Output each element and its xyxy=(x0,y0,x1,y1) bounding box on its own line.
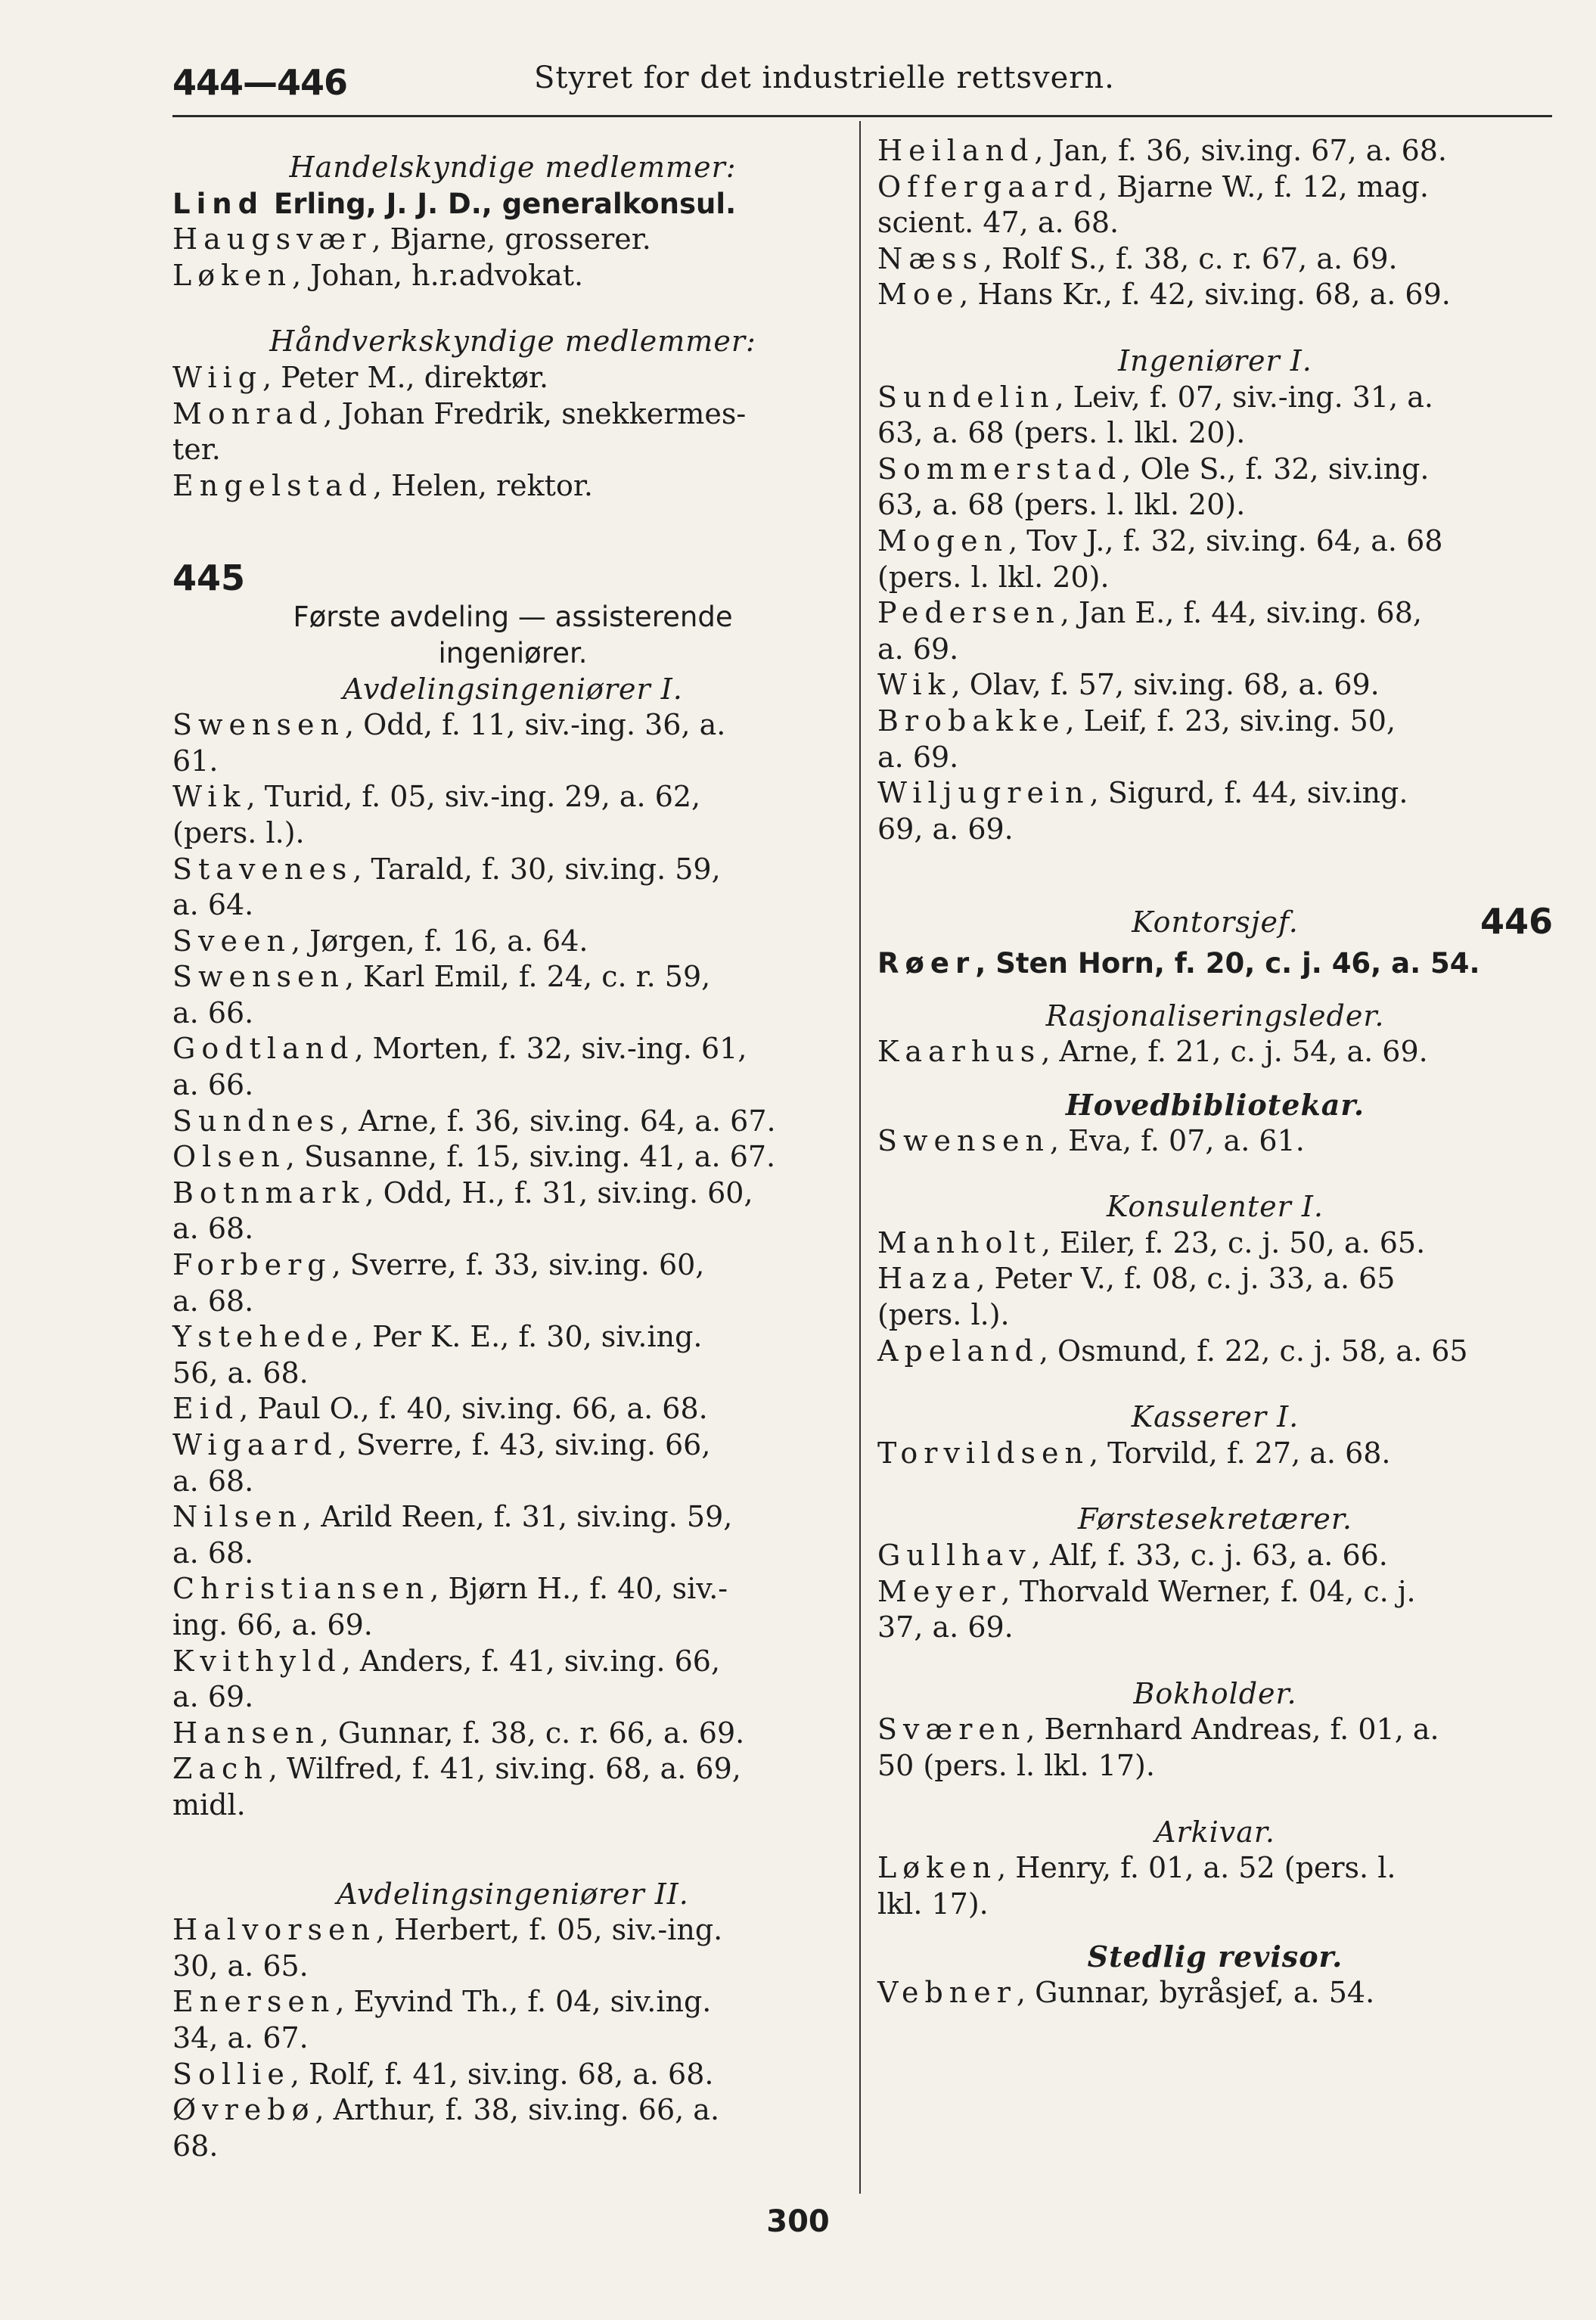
entry-surname: Enersen xyxy=(172,1985,336,2019)
entry-line xyxy=(877,1123,1553,1160)
entry-line xyxy=(172,222,853,258)
entry-surname: Wiig xyxy=(172,360,263,394)
left-column xyxy=(172,133,853,2164)
entry-surname: Wigaard xyxy=(172,1428,338,1461)
entry-line xyxy=(172,959,853,995)
entry-details: , Osmund, f. 22, c. j. 58, a. 65 xyxy=(1039,1334,1468,1368)
entry-surname: Haugsvær xyxy=(172,222,372,256)
entry-list xyxy=(877,1712,1553,1784)
entry-details: 61. xyxy=(172,744,219,778)
entry-list xyxy=(877,1436,1553,1472)
entry-details: 30, a. 65. xyxy=(172,1949,309,1983)
entry-list xyxy=(877,946,1553,982)
entry-details: , Peter M., direktør. xyxy=(262,360,549,394)
entry-line xyxy=(172,1607,853,1644)
entry-list xyxy=(877,1538,1553,1646)
entry-surname: Haza xyxy=(877,1262,977,1296)
entry-surname: Sundnes xyxy=(172,1104,340,1138)
entry-line xyxy=(172,1464,853,1500)
entry-line xyxy=(877,1610,1553,1646)
section-heading: Håndverkskyndige medlemmer: xyxy=(269,325,756,359)
entry-surname: Swensen xyxy=(877,1123,1050,1157)
entry-surname: Kvithyld xyxy=(172,1644,342,1678)
entry-surname: Monrad xyxy=(172,396,324,430)
entry-line xyxy=(877,169,1553,206)
entry-details: , Olav, f. 57, siv.ing. 68, a. 69. xyxy=(951,668,1380,702)
entry-line xyxy=(877,595,1553,632)
entry-details: , Wilfred, f. 41, siv.ing. 68, a. 69, xyxy=(268,1752,741,1786)
section-heading: Rasjonaliseringsleder. xyxy=(1045,999,1385,1033)
running-title: Styret for det industrielle rettsvern. xyxy=(534,61,1115,95)
entry-details: scient. 47, a. 68. xyxy=(877,206,1119,240)
entry-line xyxy=(172,1176,853,1212)
entry-surname: Eid xyxy=(172,1392,240,1426)
entry-details: , Sigurd, f. 44, siv.ing. xyxy=(1089,776,1408,810)
entry-list xyxy=(877,1034,1553,1070)
entry-details: , Torvild, f. 27, a. 68. xyxy=(1089,1436,1391,1470)
entry-details: , Eyvind Th., f. 04, siv.ing. xyxy=(335,1985,712,2019)
entry-line xyxy=(877,775,1553,812)
entry-line xyxy=(172,1139,853,1176)
entry-line xyxy=(877,1712,1553,1748)
entry-surname: Godtland xyxy=(172,1032,355,1066)
entry-surname: Vebner xyxy=(877,1975,1017,2009)
entry-details: , Jan E., f. 44, siv.ing. 68, xyxy=(1060,596,1422,630)
entry-line xyxy=(877,1225,1553,1262)
entry-surname: Sommerstad xyxy=(877,452,1122,486)
entry-details: 69, a. 69. xyxy=(877,812,1014,846)
entry-surname: Lind xyxy=(172,187,265,220)
section-heading: Avdelingsingeniører II. xyxy=(337,1877,689,1911)
entry-line xyxy=(877,205,1553,241)
entry-surname: Stavenes xyxy=(172,852,353,886)
column-divider xyxy=(859,121,861,2194)
entry-line xyxy=(877,1887,1553,1923)
entry-details: , Alf, f. 33, c. j. 63, a. 66. xyxy=(1031,1539,1388,1572)
entry-line xyxy=(172,1247,853,1284)
entry-line xyxy=(172,1716,853,1752)
page-number: 300 xyxy=(766,2204,830,2239)
entry-details: , Jørgen, f. 16, a. 64. xyxy=(290,924,588,958)
entry-line xyxy=(877,812,1553,848)
entry-details: , Sverre, f. 43, siv.ing. 66, xyxy=(337,1428,711,1461)
entry-surname: Olsen xyxy=(172,1140,286,1174)
entry-line xyxy=(172,1536,853,1572)
section-title: ingeniører. xyxy=(438,636,588,669)
entry-list xyxy=(877,1225,1553,1369)
entry-surname: Meyer xyxy=(877,1574,1001,1608)
entry-details: , Hans Kr., f. 42, siv.ing. 68, a. 69. xyxy=(959,278,1451,312)
entry-surname: Swensen xyxy=(172,960,345,994)
entry-line xyxy=(172,1949,853,1985)
entry-surname: Ystehede xyxy=(172,1320,355,1354)
entry-details: , Eva, f. 07, a. 61. xyxy=(1049,1123,1305,1157)
entry-details: , Jan, f. 36, siv.ing. 67, a. 68. xyxy=(1034,134,1448,167)
entry-surname: Nilsen xyxy=(172,1500,303,1534)
entry-line xyxy=(877,1334,1553,1370)
entry-line xyxy=(172,360,853,396)
entry-surname: Sveen xyxy=(172,924,291,958)
entry-details: , Ole S., f. 32, siv.ing. xyxy=(1122,452,1430,486)
entry-surname: Apeland xyxy=(877,1334,1039,1368)
entry-line xyxy=(877,1748,1553,1784)
entry-surname: Offergaard xyxy=(877,169,1099,203)
entry-details: , Leiv, f. 07, siv.-ing. 31, a. xyxy=(1054,380,1433,414)
entry-details: , Gunnar, byråsjef, a. 54. xyxy=(1016,1975,1375,2009)
entry-surname: Kaarhus xyxy=(877,1035,1042,1069)
entry-details: , Bjarne W., f. 12, mag. xyxy=(1098,169,1429,203)
entry-line xyxy=(877,946,1553,982)
entry-line xyxy=(172,2057,853,2093)
entry-line xyxy=(172,1391,853,1427)
entry-line xyxy=(172,995,853,1032)
entry-line xyxy=(172,1499,853,1536)
entry-line xyxy=(172,779,853,815)
entry-details: , Tov J., f. 32, siv.ing. 64, a. 68 xyxy=(1008,523,1443,557)
entry-details: , Odd, f. 11, siv.-ing. 36, a. xyxy=(344,708,726,742)
entry-surname: Halvorsen xyxy=(172,1913,376,1947)
entry-details: , Peter V., f. 08, c. j. 33, a. 65 xyxy=(976,1262,1396,1296)
entry-details: , Bjørn H., f. 40, siv.- xyxy=(430,1572,728,1606)
entry-line xyxy=(877,1538,1553,1574)
entry-details: , Rolf S., f. 38, c. r. 67, a. 69. xyxy=(983,241,1398,275)
entry-surname: Hansen xyxy=(172,1716,320,1750)
entry-details: a. 69. xyxy=(172,1680,254,1714)
entry-line xyxy=(877,1574,1553,1610)
entry-surname: Løken xyxy=(172,258,293,292)
entry-list xyxy=(877,1123,1553,1160)
entry-details: , Arne, f. 36, siv.ing. 64, a. 67. xyxy=(340,1104,776,1138)
entry-line xyxy=(877,415,1553,452)
entry-line xyxy=(877,1436,1553,1472)
entry-line xyxy=(172,707,853,744)
section-heading: Konsulenter I. xyxy=(1107,1190,1324,1224)
entry-line xyxy=(877,703,1553,740)
entry-surname: Torvildsen xyxy=(877,1436,1090,1470)
entry-details: a. 68. xyxy=(172,1284,254,1318)
entry-line xyxy=(172,1787,853,1824)
entry-details: , Arild Reen, f. 31, siv.ing. 59, xyxy=(303,1500,733,1534)
entry-details: , Arthur, f. 38, siv.ing. 66, a. xyxy=(315,2093,720,2127)
entry-line xyxy=(877,1034,1553,1070)
entry-details: , Turid, f. 05, siv.-ing. 29, a. 62, xyxy=(246,780,701,814)
entry-details: (pers. l. lkl. 20). xyxy=(877,560,1110,594)
entry-list xyxy=(172,1912,853,2164)
section-number: 446 xyxy=(1480,901,1553,943)
entry-details: , Herbert, f. 05, siv.-ing. xyxy=(375,1913,723,1947)
entry-details: , Leif, f. 23, siv.ing. 50, xyxy=(1065,703,1396,738)
entry-details: , Gunnar, f. 38, c. r. 66, a. 69. xyxy=(319,1716,745,1750)
entry-details: , Rolf, f. 41, siv.ing. 68, a. 68. xyxy=(290,2057,714,2091)
entry-line xyxy=(877,523,1553,560)
entry-details: , Bernhard Andreas, f. 01, a. xyxy=(1026,1713,1439,1747)
entry-surname: Zach xyxy=(172,1752,269,1786)
page-range: 444—446 xyxy=(172,62,348,103)
entry-surname: Sollie xyxy=(172,2057,290,2091)
entry-surname: Sundelin xyxy=(877,380,1055,414)
entry-details: 37, a. 69. xyxy=(877,1610,1014,1644)
entry-line xyxy=(172,1679,853,1716)
entry-line xyxy=(172,432,853,468)
entry-surname: Løken xyxy=(877,1851,998,1885)
entry-details: a. 66. xyxy=(172,1068,254,1102)
entry-details: , Arne, f. 21, c. j. 54, a. 69. xyxy=(1041,1035,1428,1069)
entry-line xyxy=(172,1644,853,1680)
entry-details: ter. xyxy=(172,433,221,467)
entry-list xyxy=(877,133,1553,313)
entry-line xyxy=(172,1912,853,1949)
section-heading: Førstesekretærer. xyxy=(1078,1502,1352,1536)
entry-line xyxy=(172,744,853,780)
entry-details: , Henry, f. 01, a. 52 (pers. l. xyxy=(997,1851,1396,1885)
section-heading-row xyxy=(877,900,1553,946)
entry-line xyxy=(877,1297,1553,1334)
entry-details: a. 69. xyxy=(877,740,959,774)
section-heading: Arkivar. xyxy=(1155,1815,1275,1849)
entry-line xyxy=(172,1319,853,1356)
section-heading: Kontorsjef. xyxy=(1132,905,1299,939)
entry-details: 56, a. 68. xyxy=(172,1356,309,1390)
entry-surname: Christiansen xyxy=(172,1572,430,1606)
entry-surname: Sværen xyxy=(877,1713,1026,1747)
entry-line xyxy=(172,2092,853,2129)
entry-line xyxy=(877,1850,1553,1887)
entry-line xyxy=(877,452,1553,488)
entry-line xyxy=(877,277,1553,313)
entry-line xyxy=(172,1984,853,2020)
entry-surname: Pedersen xyxy=(877,596,1060,630)
entry-surname: Heiland xyxy=(877,134,1035,167)
section-title: Første avdeling — assisterende xyxy=(293,601,733,634)
entry-details: 68. xyxy=(172,2129,219,2163)
entry-details: , Odd, H., f. 31, siv.ing. 60, xyxy=(365,1176,753,1210)
entry-details: , Tarald, f. 30, siv.ing. 59, xyxy=(352,852,721,886)
section-heading: Avdelingsingeniører I. xyxy=(343,672,683,706)
entry-details: a. 68. xyxy=(172,1212,254,1246)
entry-surname: Forberg xyxy=(172,1248,332,1282)
entry-details: a. 68. xyxy=(172,1536,254,1570)
entry-details: , Anders, f. 41, siv.ing. 66, xyxy=(341,1644,721,1678)
entry-line xyxy=(172,852,853,888)
entry-details: 63, a. 68 (pers. l. lkl. 20). xyxy=(877,488,1246,522)
entry-surname: Moe xyxy=(877,278,960,312)
entry-details: (pers. l.). xyxy=(877,1298,1010,1332)
entry-line xyxy=(877,560,1553,596)
entry-line xyxy=(172,1427,853,1464)
entry-details: 63, a. 68 (pers. l. lkl. 20). xyxy=(877,416,1246,450)
entry-surname: Swensen xyxy=(172,708,345,742)
entry-surname: Mogen xyxy=(877,523,1009,557)
entry-details: , Sten Horn, f. 20, c. j. 46, a. 54. xyxy=(975,947,1480,980)
entry-details: , Per K. E., f. 30, siv.ing. xyxy=(354,1320,703,1354)
right-column xyxy=(877,133,1553,2011)
entry-details: a. 68. xyxy=(172,1464,254,1498)
entry-details: a. 64. xyxy=(172,888,254,922)
entry-surname: Næss xyxy=(877,241,983,275)
entry-line xyxy=(877,740,1553,776)
entry-line xyxy=(877,1261,1553,1297)
entry-line xyxy=(172,1067,853,1104)
entry-surname: Brobakke xyxy=(877,703,1066,738)
entry-line xyxy=(172,1104,853,1140)
entry-line xyxy=(172,1284,853,1320)
section-heading: Bokholder. xyxy=(1133,1676,1297,1710)
section-heading: Stedlig revisor. xyxy=(1087,1940,1343,1974)
entry-details: midl. xyxy=(172,1787,246,1822)
entry-details: , Johan, h.r.advokat. xyxy=(292,258,584,292)
entry-line xyxy=(172,2020,853,2057)
entry-surname: Engelstad xyxy=(172,468,373,502)
entry-line xyxy=(172,887,853,924)
entry-surname: Wik xyxy=(877,668,952,702)
entry-line xyxy=(877,667,1553,703)
entry-line xyxy=(172,396,853,433)
entry-list xyxy=(877,380,1553,848)
entry-details: , Bjarne, grosserer. xyxy=(371,222,651,256)
entry-details: 34, a. 67. xyxy=(172,2020,309,2054)
section-heading: Handelskyndige medlemmer: xyxy=(289,151,737,184)
entry-line xyxy=(172,1211,853,1247)
entry-details: a. 69. xyxy=(877,632,959,666)
entry-details: , Johan Fredrik, snekkermes- xyxy=(323,396,747,430)
entry-line xyxy=(172,924,853,960)
entry-surname: Wiljugrein xyxy=(877,776,1090,810)
entry-details: , Eiler, f. 23, c. j. 50, a. 65. xyxy=(1041,1225,1426,1259)
section-heading: Kasserer I. xyxy=(1131,1400,1299,1434)
section-heading: Hovedbibliotekar. xyxy=(1065,1088,1365,1123)
entry-list xyxy=(877,1850,1553,1922)
entry-line xyxy=(172,815,853,852)
entry-line xyxy=(172,468,853,505)
entry-surname: Røer xyxy=(877,947,976,980)
entry-surname: Wik xyxy=(172,780,247,814)
entry-details: , Karl Emil, f. 24, c. r. 59, xyxy=(344,960,711,994)
entry-line xyxy=(172,1751,853,1787)
entry-line xyxy=(877,487,1553,523)
section-heading: Ingeniører I. xyxy=(1118,343,1312,377)
entry-line xyxy=(172,1571,853,1607)
entry-details: (pers. l.). xyxy=(172,815,305,849)
entry-list xyxy=(172,186,853,294)
section-number: 445 xyxy=(172,557,246,599)
entry-line xyxy=(877,133,1553,169)
entry-line xyxy=(172,2129,853,2165)
entry-details: , Thorvald Werner, f. 04, c. j. xyxy=(1001,1574,1416,1608)
entry-line xyxy=(172,1031,853,1067)
entry-line xyxy=(172,258,853,294)
entry-surname: Øvrebø xyxy=(172,2093,315,2127)
entry-line xyxy=(877,632,1553,668)
entry-details: , Paul O., f. 40, siv.ing. 66, a. 68. xyxy=(239,1392,708,1426)
entry-details: , Sverre, f. 33, siv.ing. 60, xyxy=(331,1248,705,1282)
entry-line xyxy=(172,1356,853,1392)
entry-details: 50 (pers. l. lkl. 17). xyxy=(877,1748,1155,1782)
entry-list xyxy=(877,1975,1553,2011)
page-header xyxy=(172,57,1552,117)
entry-line xyxy=(877,1975,1553,2011)
entry-list xyxy=(172,360,853,504)
entry-details: lkl. 17). xyxy=(877,1887,989,1921)
entry-details: Erling, J. J. D., generalkonsul. xyxy=(264,187,737,220)
entry-line xyxy=(877,380,1553,416)
entry-details: ing. 66, a. 69. xyxy=(172,1607,373,1641)
entry-line xyxy=(172,186,853,222)
entry-line xyxy=(877,241,1553,278)
entry-details: , Morten, f. 32, siv.-ing. 61, xyxy=(354,1032,747,1066)
entry-details: a. 66. xyxy=(172,995,254,1030)
entry-list xyxy=(172,707,853,1823)
entry-surname: Gullhav xyxy=(877,1539,1032,1572)
entry-details: , Susanne, f. 15, siv.ing. 41, a. 67. xyxy=(285,1140,776,1174)
entry-surname: Manholt xyxy=(877,1225,1042,1259)
entry-surname: Botnmark xyxy=(172,1176,365,1210)
entry-details: , Helen, rektor. xyxy=(372,468,593,502)
